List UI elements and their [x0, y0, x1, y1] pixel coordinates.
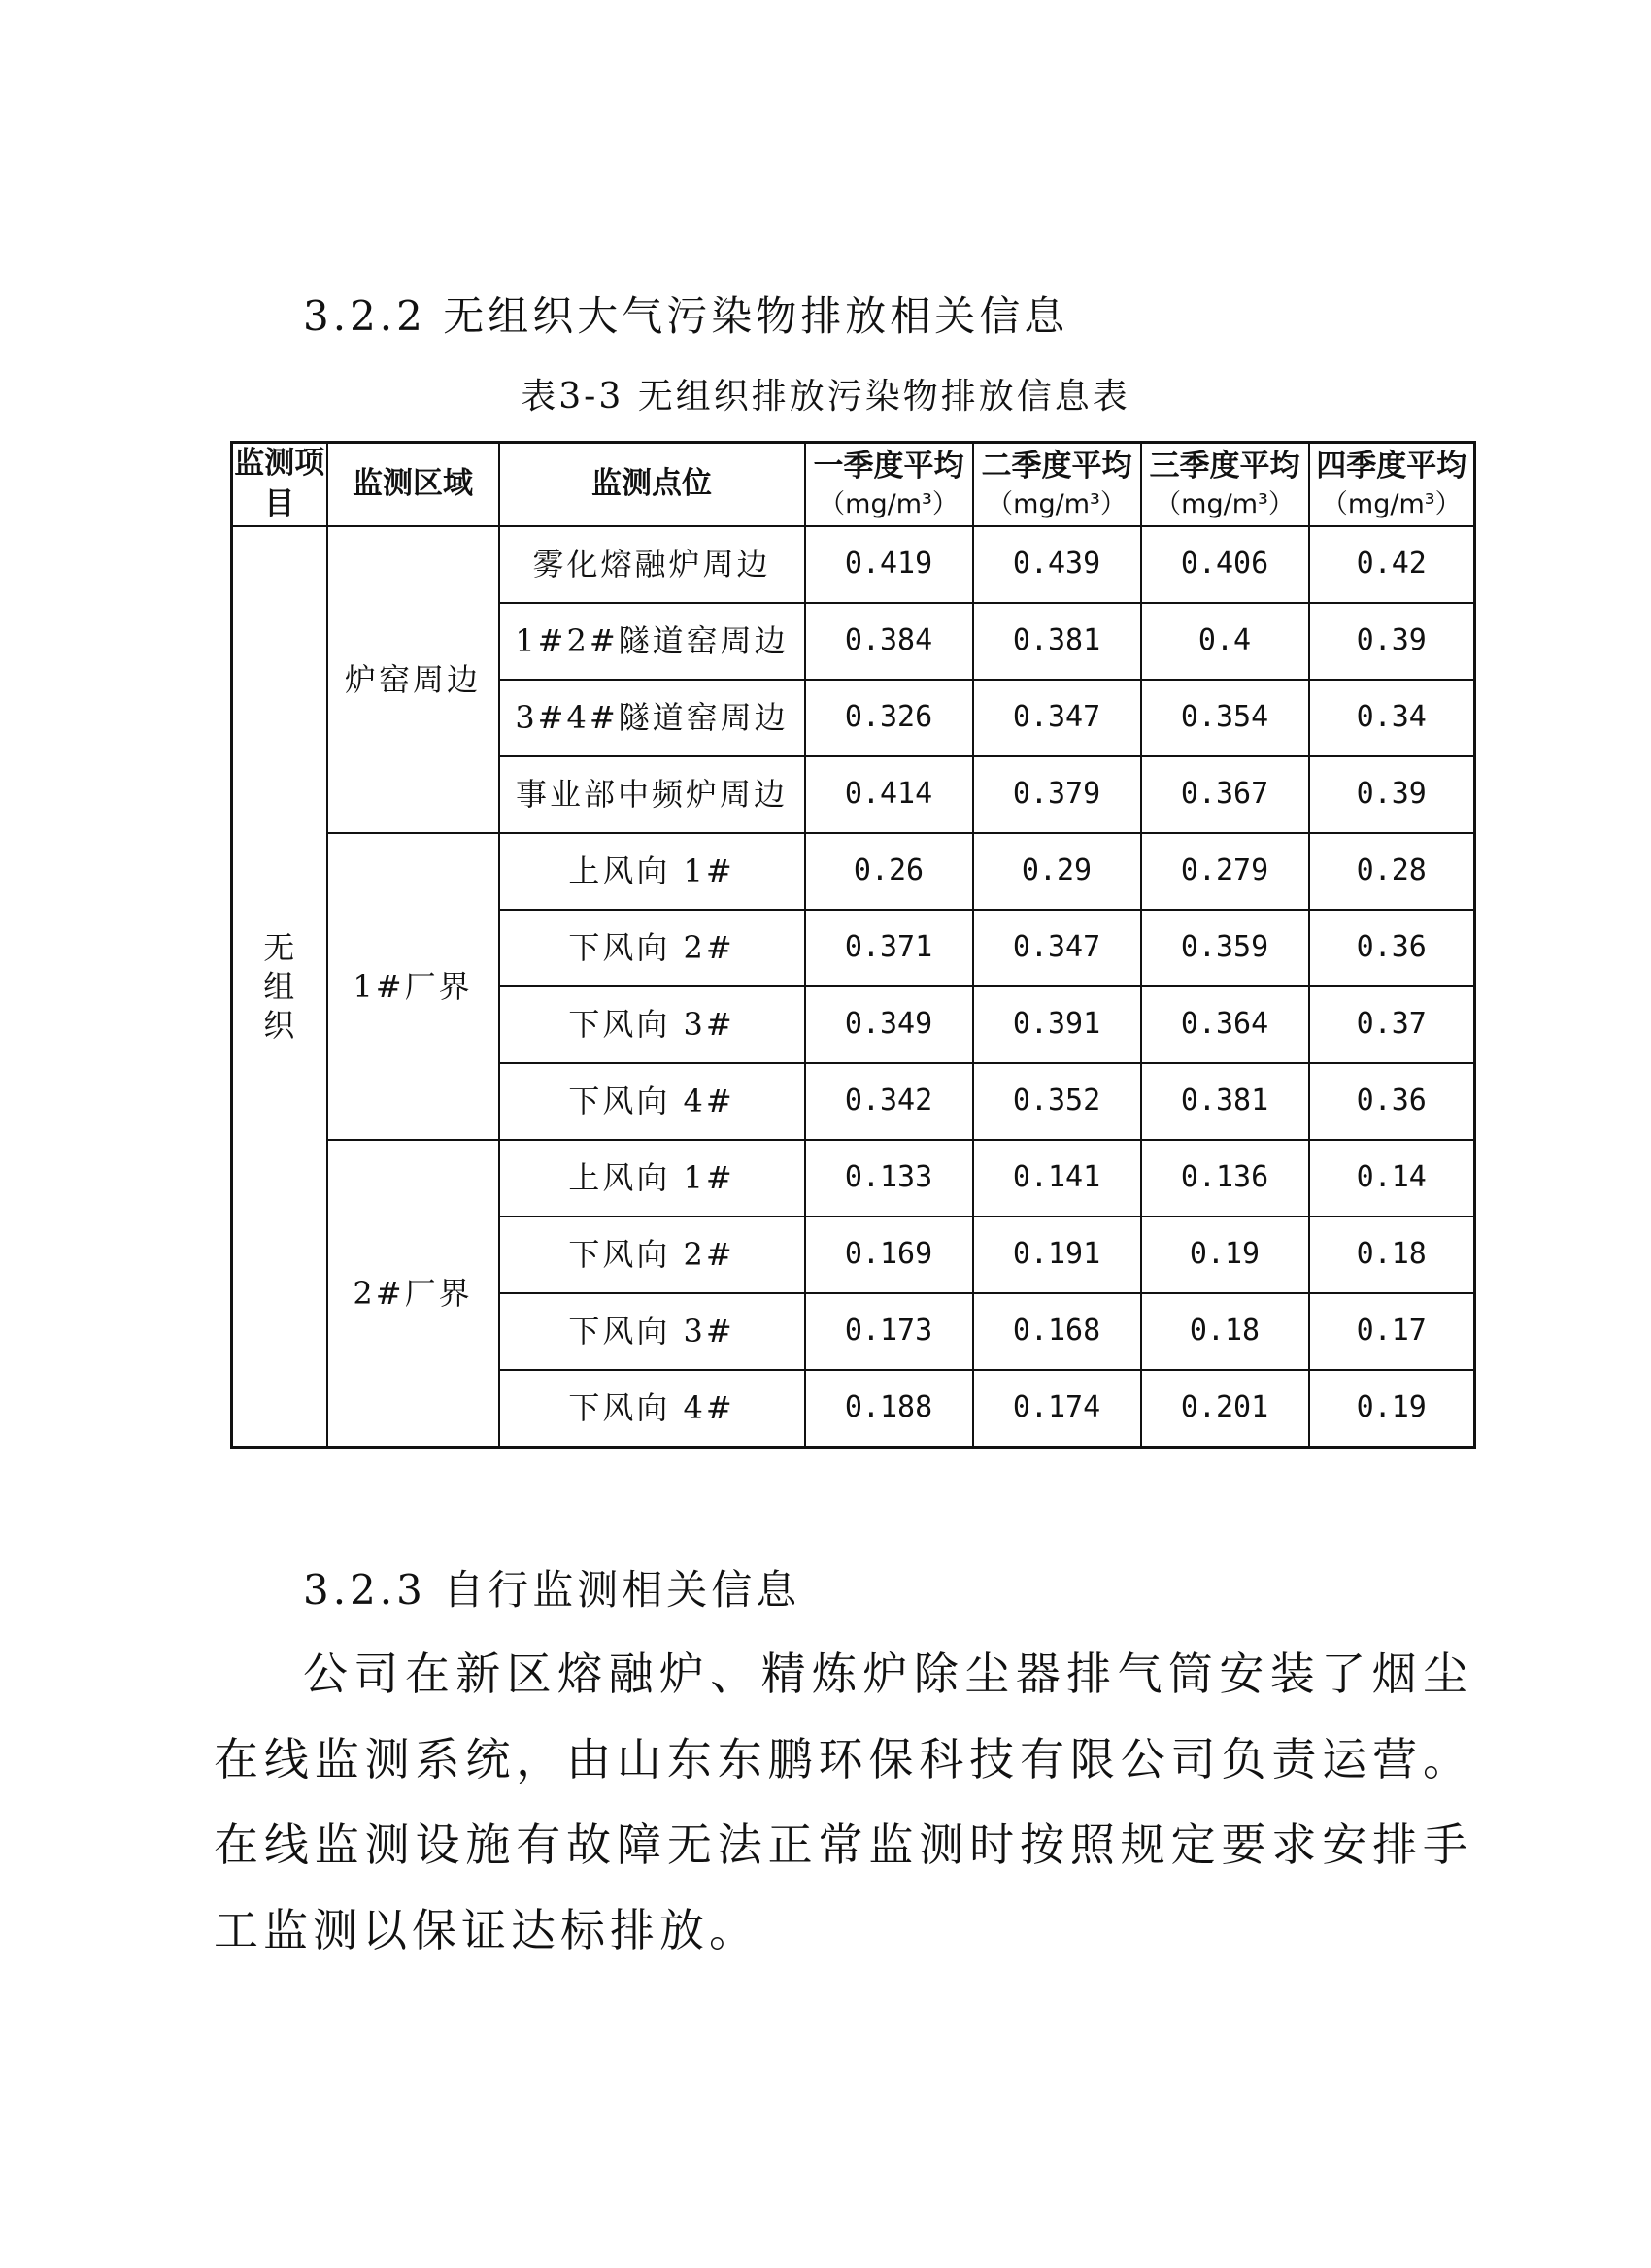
q1-value-cell: 0.384 [805, 603, 973, 680]
area-cell: 2#厂界 [327, 1140, 499, 1448]
q1-value-cell: 0.349 [805, 986, 973, 1063]
body-paragraph: 公司在新区熔融炉、精炼炉除尘器排气筒安装了烟尘在线监测系统，由山东东鹏环保科技有限公司负责运营。在线监测设施有故障无法正常监测时按照规定要求安排手工监测以保证达标排放。 [214, 1648, 1472, 1956]
q3-value-cell: 0.279 [1141, 833, 1309, 910]
header-q4-unit: （mg/m³） [1321, 488, 1462, 519]
point-cell: 下风向 4# [499, 1370, 805, 1448]
q2-value-cell: 0.381 [973, 603, 1141, 680]
q3-value-cell: 0.406 [1141, 526, 1309, 603]
header-q1-label: 一季度平均 [813, 448, 964, 484]
q2-value-cell: 0.391 [973, 986, 1141, 1063]
q1-value-cell: 0.342 [805, 1063, 973, 1140]
section-heading-3-2-2: 3.2.2 无组织大气污染物排放相关信息 [303, 292, 1069, 340]
q4-value-cell: 0.39 [1309, 603, 1475, 680]
q4-value-cell: 0.17 [1309, 1293, 1475, 1370]
header-q2 [973, 443, 1141, 526]
table-row [232, 526, 1475, 603]
q4-value-cell: 0.18 [1309, 1217, 1475, 1293]
q4-value-cell: 0.36 [1309, 910, 1475, 986]
area-cell: 1#厂界 [327, 833, 499, 1140]
area-cell: 炉窑周边 [327, 526, 499, 833]
q4-value-cell: 0.39 [1309, 756, 1475, 833]
q2-value-cell: 0.141 [973, 1140, 1141, 1217]
q3-value-cell: 0.359 [1141, 910, 1309, 986]
table-header-row [232, 443, 1475, 526]
header-q1-unit: （mg/m³） [819, 488, 959, 519]
point-cell: 下风向 3# [499, 986, 805, 1063]
q4-value-cell: 0.19 [1309, 1370, 1475, 1448]
q2-value-cell: 0.439 [973, 526, 1141, 603]
q1-value-cell: 0.371 [805, 910, 973, 986]
header-q2-label: 二季度平均 [981, 448, 1132, 484]
q2-value-cell: 0.191 [973, 1217, 1141, 1293]
q4-value-cell: 0.34 [1309, 680, 1475, 756]
point-cell: 下风向 4# [499, 1063, 805, 1140]
table-row [232, 833, 1475, 910]
header-item: 监测项目 [232, 443, 327, 526]
q1-value-cell: 0.188 [805, 1370, 973, 1448]
q2-value-cell: 0.29 [973, 833, 1141, 910]
point-cell: 下风向 3# [499, 1293, 805, 1370]
q3-value-cell: 0.201 [1141, 1370, 1309, 1448]
q3-value-cell: 0.136 [1141, 1140, 1309, 1217]
point-cell: 事业部中频炉周边 [499, 756, 805, 833]
q3-value-cell: 0.381 [1141, 1063, 1309, 1140]
item-cell: 无组织 [232, 526, 327, 1448]
q1-value-cell: 0.326 [805, 680, 973, 756]
q2-value-cell: 0.379 [973, 756, 1141, 833]
header-q3-label: 三季度平均 [1149, 448, 1300, 484]
header-area: 监测区域 [327, 443, 499, 526]
q1-value-cell: 0.26 [805, 833, 973, 910]
emission-table [230, 441, 1476, 1449]
q2-value-cell: 0.347 [973, 680, 1141, 756]
header-q4-label: 四季度平均 [1316, 448, 1467, 484]
q3-value-cell: 0.4 [1141, 603, 1309, 680]
q3-value-cell: 0.18 [1141, 1293, 1309, 1370]
q2-value-cell: 0.174 [973, 1370, 1141, 1448]
point-cell: 雾化熔融炉周边 [499, 526, 805, 603]
q3-value-cell: 0.354 [1141, 680, 1309, 756]
header-q3-unit: （mg/m³） [1155, 488, 1295, 519]
q2-value-cell: 0.352 [973, 1063, 1141, 1140]
header-q2-unit: （mg/m³） [987, 488, 1127, 519]
q3-value-cell: 0.364 [1141, 986, 1309, 1063]
header-q1 [805, 443, 973, 526]
q3-value-cell: 0.367 [1141, 756, 1309, 833]
point-cell: 3#4#隧道窑周边 [499, 680, 805, 756]
q3-value-cell: 0.19 [1141, 1217, 1309, 1293]
point-cell: 上风向 1# [499, 833, 805, 910]
q4-value-cell: 0.28 [1309, 833, 1475, 910]
header-point: 监测点位 [499, 443, 805, 526]
table-row [232, 1140, 1475, 1217]
q4-value-cell: 0.14 [1309, 1140, 1475, 1217]
table-caption: 表3-3 无组织排放污染物排放信息表 [521, 377, 1130, 417]
header-q4 [1309, 443, 1475, 526]
q4-value-cell: 0.36 [1309, 1063, 1475, 1140]
point-cell: 1#2#隧道窑周边 [499, 603, 805, 680]
point-cell: 上风向 1# [499, 1140, 805, 1217]
q1-value-cell: 0.169 [805, 1217, 973, 1293]
point-cell: 下风向 2# [499, 1217, 805, 1293]
section-heading-3-2-3: 3.2.3 自行监测相关信息 [303, 1566, 801, 1614]
q1-value-cell: 0.414 [805, 756, 973, 833]
point-cell: 下风向 2# [499, 910, 805, 986]
q2-value-cell: 0.347 [973, 910, 1141, 986]
q1-value-cell: 0.173 [805, 1293, 973, 1370]
q1-value-cell: 0.419 [805, 526, 973, 603]
q4-value-cell: 0.42 [1309, 526, 1475, 603]
q4-value-cell: 0.37 [1309, 986, 1475, 1063]
q1-value-cell: 0.133 [805, 1140, 973, 1217]
table-body [232, 526, 1475, 1448]
q2-value-cell: 0.168 [973, 1293, 1141, 1370]
header-q3 [1141, 443, 1309, 526]
